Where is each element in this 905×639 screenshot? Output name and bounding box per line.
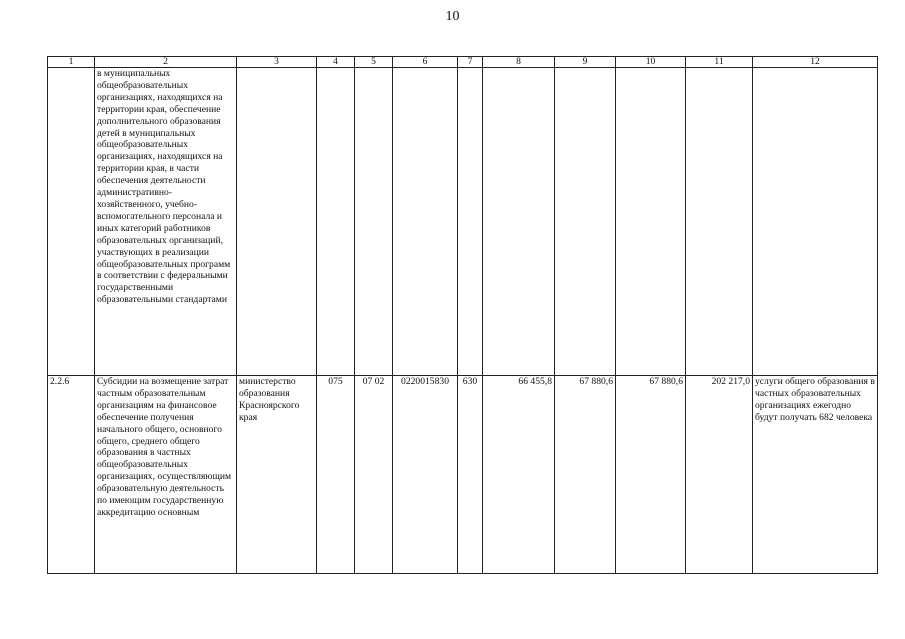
item-number-cell: [48, 68, 95, 376]
target-article-cell: 0220015830: [393, 376, 458, 574]
column-header: 11: [686, 57, 753, 68]
amount-cell: 66 455,8: [483, 376, 555, 574]
amount-cell: 67 880,6: [555, 376, 616, 574]
header-row: [48, 57, 878, 68]
section-cell: 07 02: [355, 376, 393, 574]
amount-cell: [616, 68, 686, 376]
column-header: 3: [237, 57, 317, 68]
total-cell: 202 217,0: [686, 376, 753, 574]
column-header: 6: [393, 57, 458, 68]
amount-cell: 67 880,6: [616, 376, 686, 574]
section-cell: [355, 68, 393, 376]
column-header: 9: [555, 57, 616, 68]
column-header: 7: [458, 57, 483, 68]
column-header: 5: [355, 57, 393, 68]
table-row: [48, 376, 878, 574]
table-row: [48, 68, 878, 376]
code-cell: [317, 68, 355, 376]
column-header: 4: [317, 57, 355, 68]
result-cell: [753, 68, 878, 376]
amount-cell: [483, 68, 555, 376]
description-cell: в муниципальных общеобразовательных организациях, находящихся на территории края, обеспечение дополнительного образования детей в муниципальных общеобразовательных организациях, находящихся на территории края, в части обеспечения деятельности административно-хозяйственного, учебно-вспомогательного персонала и иных категорий работников образовательных организаций, участвующих в реализации общеобразовательных программ в соответствии с федеральными государственными образовательными стандартами: [95, 68, 237, 376]
budget-table: [47, 56, 878, 574]
column-header: 10: [616, 57, 686, 68]
result-cell: услуги общего образования в частных образовательных организациях ежегодно будут получать 682 человека: [753, 376, 878, 574]
executor-cell: [237, 68, 317, 376]
expense-type-cell: [458, 68, 483, 376]
total-cell: [686, 68, 753, 376]
column-header: 1: [48, 57, 95, 68]
description-cell: Субсидии на возмещение затрат частным образовательным организациям на финансовое обеспечение получения начального общего, основного общего, среднего общего образования в частных общеобразовательных организациях, осуществляющим образовательную деятельность по имеющим государственную аккредитацию основным: [95, 376, 237, 574]
item-number-cell: 2.2.6: [48, 376, 95, 574]
column-header: 2: [95, 57, 237, 68]
executor-cell: министерство образования Красноярского края: [237, 376, 317, 574]
code-cell: 075: [317, 376, 355, 574]
expense-type-cell: 630: [458, 376, 483, 574]
page-number: 10: [445, 9, 460, 24]
target-article-cell: [393, 68, 458, 376]
amount-cell: [555, 68, 616, 376]
column-header: 8: [483, 57, 555, 68]
column-header: 12: [753, 57, 878, 68]
